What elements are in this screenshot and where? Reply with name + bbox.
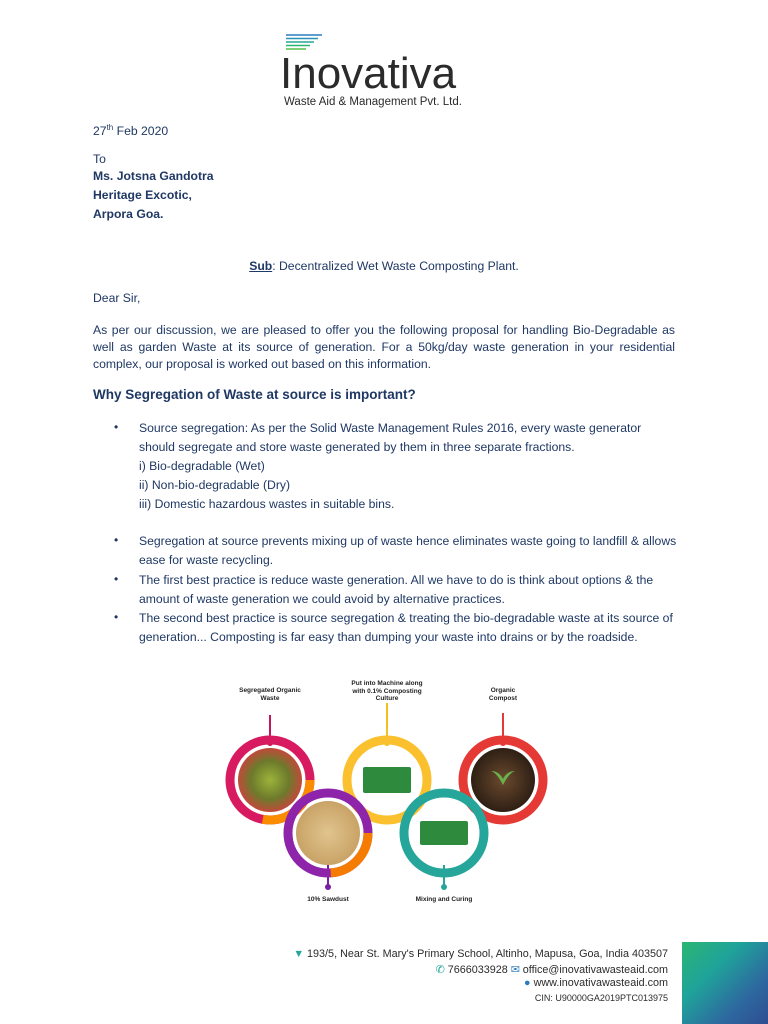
bullet-icon: • bbox=[114, 572, 119, 586]
footer-contact bbox=[436, 963, 668, 976]
bullet-icon: • bbox=[114, 420, 119, 434]
sawdust-image bbox=[296, 801, 360, 865]
greeting: Dear Sir, bbox=[93, 291, 141, 305]
bullet-text: Source segregation: As per the Solid Waste Management Rules 2016, every waste generator should segregate and store waste generated by them in three separate fractions. bbox=[139, 421, 642, 454]
recipient-name: Ms. Jotsna Gandotra bbox=[93, 169, 214, 183]
fraction-item: ii) Non-bio-degradable (Dry) bbox=[139, 478, 291, 492]
label-mixing-curing: Mixing and Curing bbox=[415, 896, 473, 903]
bullet-item bbox=[114, 609, 679, 647]
bullet-item bbox=[114, 419, 679, 514]
bullet-text: Segregation at source prevents mixing up of waste hence eliminates waste going to landfill & allows ease for waste recycling. bbox=[139, 534, 677, 567]
company-logo-name: Inovativa bbox=[280, 49, 457, 98]
footer-website[interactable]: www.inovativawasteaid.com bbox=[533, 977, 668, 989]
globe-icon: ● bbox=[524, 977, 531, 989]
recipient-line: Arpora Goa. bbox=[93, 207, 164, 221]
composting-process-diagram bbox=[200, 675, 580, 915]
label-put-into-machine: Put into Machine along with 0.1% Composting Culture bbox=[351, 680, 423, 702]
label-sawdust: 10% Sawdust bbox=[307, 896, 349, 903]
footer-address: ▼ 193/5, Near St. Mary's Primary School, Altinho, Mapusa, Goa, India 403507 bbox=[293, 948, 668, 960]
machine-image bbox=[363, 767, 411, 793]
bullet-icon: • bbox=[114, 533, 119, 547]
bullet-icon: • bbox=[114, 610, 119, 624]
footer-gradient-block bbox=[682, 942, 768, 1024]
bullet-item bbox=[114, 571, 679, 609]
fraction-item: i) Bio-degradable (Wet) bbox=[139, 459, 265, 473]
organic-waste-image bbox=[238, 748, 302, 812]
label-segregated-waste: Segregated Organic Waste bbox=[239, 687, 301, 702]
footer-cin: CIN: U90000GA2019PTC013975 bbox=[534, 993, 668, 1003]
footer-email[interactable]: office@inovativawasteaid.com bbox=[522, 964, 668, 976]
company-logo-subtitle: Waste Aid & Management Pvt. Ltd. bbox=[284, 96, 462, 108]
process-ring-graphic bbox=[200, 675, 580, 915]
bullet-item bbox=[114, 532, 679, 570]
location-pin-icon: ▼ bbox=[293, 948, 305, 960]
machine-image bbox=[420, 821, 468, 845]
recipient-address bbox=[93, 168, 214, 225]
recipient-line: Heritage Excotic, bbox=[93, 188, 192, 202]
letter-date: 27th Feb 2020 bbox=[93, 123, 169, 139]
section-heading: Why Segregation of Waste at source is important? bbox=[93, 387, 416, 402]
bullet-text: The second best practice is source segregation & treating the bio-degradable waste at its source of generation... Composting is far easy than dumping your waste into drains or by the roadside. bbox=[139, 611, 673, 644]
phone-icon: ✆ bbox=[435, 964, 445, 976]
label-organic-compost: Organic Compost bbox=[488, 687, 518, 702]
intro-paragraph: As per our discussion, we are pleased to offer you the following proposal for handling Bio-Degradable as well as garden Waste at its source of generation. For a 50kg/day waste generation in your residential complex, our proposal is worked out based on this information. bbox=[93, 323, 675, 371]
fraction-item: iii) Domestic hazardous wastes in suitable bins. bbox=[139, 497, 395, 511]
footer-phone[interactable]: 7666033928 bbox=[447, 964, 508, 976]
subject-line: Sub: Decentralized Wet Waste Composting Plant. bbox=[249, 259, 519, 273]
footer-website-row bbox=[524, 977, 668, 989]
bullet-text: The first best practice is reduce waste generation. All we have to do is think about options & the amount of waste generation we could avoid by alternative practices. bbox=[139, 573, 654, 606]
mail-icon: ✉ bbox=[510, 964, 520, 976]
to-label: To bbox=[93, 152, 106, 166]
